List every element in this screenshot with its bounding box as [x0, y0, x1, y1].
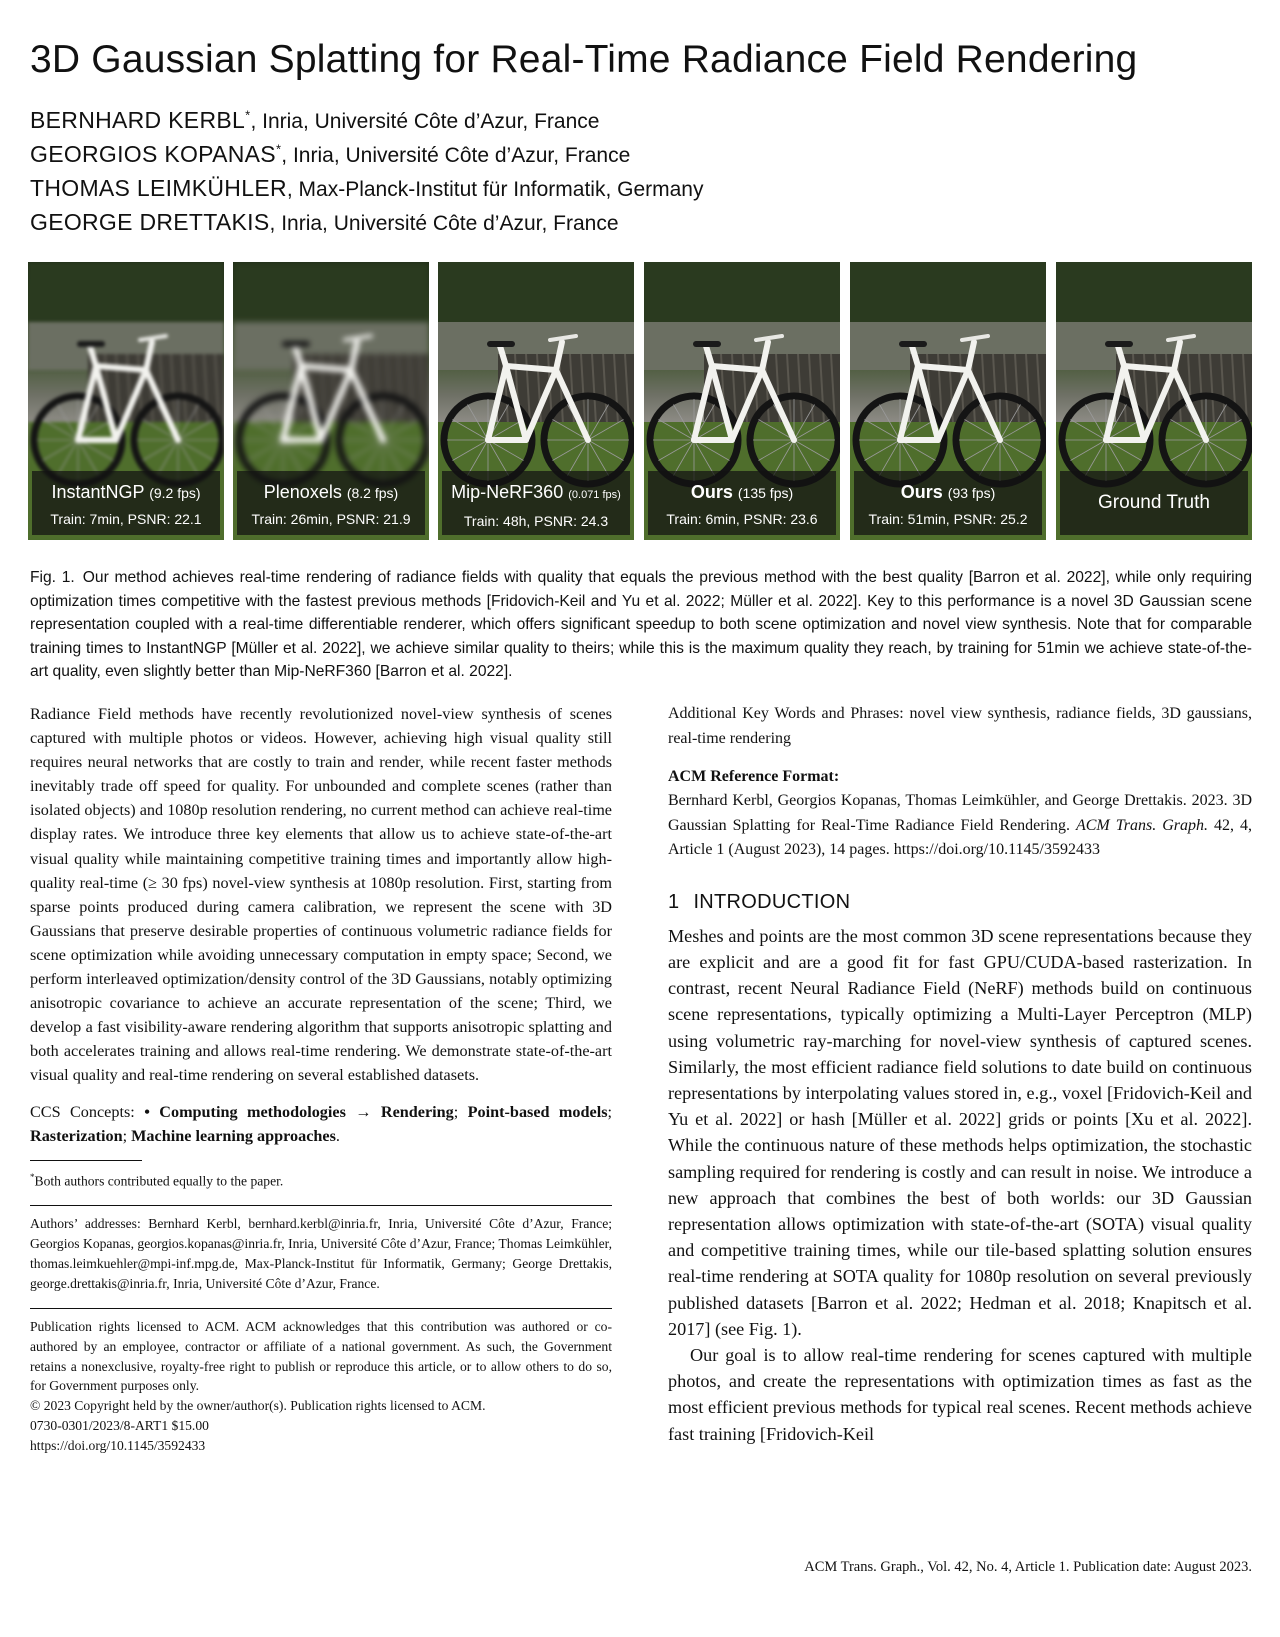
ccs-bullet: • [144, 1102, 160, 1121]
author-line [30, 172, 1230, 206]
ccs-separator: ; [122, 1126, 132, 1145]
panel-caption [32, 471, 220, 535]
doi-link[interactable]: https://doi.org/10.1145/3592433 [30, 1437, 206, 1453]
address-rule [30, 1205, 612, 1206]
left-column [30, 702, 612, 1456]
fps-value: (93 fps) [947, 485, 996, 501]
page-footer: ACM Trans. Graph., Vol. 42, No. 4, Article 1. Publication date: August 2023. [804, 1559, 1252, 1575]
right-column [668, 702, 1252, 1447]
reference-text: 42, 4, Article 1 (August 2023), 14 pages. https://doi.org/10.1145/3592433 [668, 816, 1252, 859]
author-line [30, 206, 1230, 240]
figure-label: Fig. 1. [30, 569, 75, 586]
trees-background [28, 262, 224, 322]
copyright-line: © 2023 Copyright held by the owner/author(s). Publication rights licensed to ACM. [30, 1398, 486, 1414]
footnote-text: Both authors contributed equally to the paper. [34, 1173, 284, 1189]
ccs-separator: ; [607, 1102, 612, 1121]
bicycle-frame [918, 366, 968, 370]
issn-line: 0730-0301/2023/8-ART1 $15.00 [30, 1418, 209, 1434]
figure-caption-text: Our method achieves real-time rendering of radiance fields with quality that equals the previous method with the best quality [Barron et al. 2022], while only requiring optimization times competitive with the fastest previous methods [Fridovich-Keil and Yu et al. 2022; Müller et al. 2022]. Key to this performance is a novel 3D Gaussian scene representation coupled with a real-time differentiable renderer, which offers significant speedup to both scene optimization and novel view synthesis. Note that for comparable training times to InstantNGP [Müller et al. 2022], we achieve similar quality to theirs; while this is the maximum quality they reach, by training for 51min we achieve state-of-the-art quality, even slightly better than Mip-NeRF360 [Barron et al. 2022]. [30, 569, 1252, 681]
ccs-concept: Machine learning approaches [131, 1126, 336, 1145]
author-affiliation: , Inria, Université Côte d’Azur, France [269, 212, 619, 235]
ccs-label: CCS Concepts: [30, 1102, 145, 1121]
trees-background [850, 262, 1046, 322]
section-title: INTRODUCTION [693, 890, 851, 913]
reference-format-heading: ACM Reference Format: [668, 768, 840, 785]
rights-text: Publication rights licensed to ACM. ACM acknowledges that this contribution was authored or co-authored by an employee, contractor or affiliate of a national government. As such, the Government retains a nonexclusive, royalty-free right to publish or reproduce this article, or to allow others to do so, for Government purposes only. [30, 1319, 612, 1394]
fps-value: (135 fps) [737, 485, 794, 501]
method-name: Plenoxels [263, 482, 342, 502]
author-affiliation: , Inria, Université Côte d’Azur, France [281, 144, 631, 167]
reference-format [668, 789, 1252, 863]
panel-caption [648, 471, 836, 535]
ccs-concept: Rasterization [30, 1126, 123, 1145]
fps-value: (8.2 fps) [346, 485, 399, 501]
rights-rule [30, 1308, 612, 1309]
panel-caption [442, 471, 630, 535]
publication-rights [30, 1317, 612, 1456]
author-affiliation: , Inria, Université Côte d’Azur, France [250, 110, 600, 133]
author-list [30, 104, 1230, 240]
equal-contribution-mark: * [245, 107, 251, 123]
ccs-separator: ; [453, 1102, 468, 1121]
author-line [30, 104, 1230, 138]
abstract: Radiance Field methods have recently revolutionized novel-view synthesis of scenes captured with multiple photos or videos. However, achieving high visual quality still requires neural networks that are costly to train and render, while recent faster methods inevitably trade off speed for quality. For unbounded and complete scenes (rather than isolated objects) and 1080p resolution rendering, no current method can achieve real-time display rates. We introduce three key elements that allow us to achieve state-of-the-art visual quality while maintaining competitive training times and importantly allow high-quality real-time (≥ 30 fps) novel-view synthesis at 1080p resolution. First, starting from sparse points produced during camera calibration, we represent the scene with 3D Gaussians that preserve desirable properties of continuous volumetric radiance fields for scene optimization while avoiding unnecessary computation in empty space; Second, we perform interleaved optimization/density control of the 3D Gaussians, notably optimizing anisotropic covariance to achieve an accurate representation of the scene; Third, we develop a fast visibility-aware rendering algorithm that supports anisotropic splatting and both accelerates training and allows real-time rendering. We demonstrate state-of-the-art visual quality and real-time rendering on several established datasets. [30, 705, 612, 1085]
keywords: Additional Key Words and Phrases: novel view synthesis, radiance fields, 3D gaussians, real-time rendering [668, 705, 1252, 747]
fps-value: (9.2 fps) [149, 485, 201, 501]
reference-journal: ACM Trans. Graph. [1075, 816, 1208, 834]
author-addresses: Authors’ addresses: Bernhard Kerbl, bernhard.kerbl@inria.fr, Inria, Université Côte d’Azur, France; Georgios Kopanas, georgios.kopanas@inria.fr, Inria, Université Côte d’Azur, France; Thomas Leimkühler, thomas.leimkuehler@mpi-inf.mpg.de, Max-Planck-Institut für Informatik, Germany; George Drettakis, george.drettakis@inria.fr, Inria, Université Côte d’Azur, France. [30, 1216, 612, 1292]
introduction-body [668, 923, 1252, 1447]
teaser-panel-plenoxels [233, 262, 429, 540]
trees-background [438, 262, 634, 322]
teaser-panel-ground-truth [1056, 262, 1252, 540]
method-name: Ours [690, 482, 733, 502]
bicycle-frame [712, 366, 762, 370]
author-name: GEORGIOS KOPANAS [30, 141, 276, 167]
teaser-panel-instantngp [28, 262, 224, 540]
fps-value: (0.071 fps) [568, 489, 621, 501]
panel-caption [237, 471, 425, 535]
equal-contribution-mark: * [275, 141, 282, 157]
trees-background [644, 262, 840, 322]
teaser-panel-ours-fast [644, 262, 840, 540]
author-name: THOMAS LEIMKÜHLER [30, 175, 287, 201]
paragraph: Our goal is to allow real-time rendering for scenes captured with multiple photos, and create the representations with optimization times as fast as the most efficient previous methods for typical real scenes. Recent methods achieve fast training [Fridovich-Keil [668, 1345, 1252, 1444]
train-psnr: Train: 48h, PSNR: 24.3 [463, 513, 609, 529]
ccs-concept: Computing methodologies → Rendering [159, 1102, 454, 1121]
method-name: Ground Truth [1098, 492, 1210, 513]
teaser-panel-ours-full [850, 262, 1046, 540]
panel-caption [1060, 471, 1248, 535]
trees-background [233, 262, 429, 322]
train-psnr: Train: 6min, PSNR: 23.6 [666, 511, 818, 527]
figure-caption [30, 566, 1252, 684]
author-affiliation: , Max-Planck-Institut für Informatik, Germany [286, 178, 704, 201]
bicycle-frame [1124, 366, 1174, 370]
author-name: GEORGE DRETTAKIS [30, 209, 270, 235]
footnote-rule [30, 1160, 142, 1161]
footnote [30, 1167, 612, 1192]
train-psnr: Train: 7min, PSNR: 22.1 [50, 511, 202, 527]
paper-title: 3D Gaussian Splatting for Real-Time Radiance Field Rendering [30, 38, 1138, 81]
bicycle-frame [301, 366, 351, 370]
teaser-panel-mipnerf360 [438, 262, 634, 540]
method-name: InstantNGP [51, 482, 145, 502]
ccs-end: . [335, 1126, 340, 1145]
ccs-concepts [30, 1100, 612, 1148]
method-name: Ours [900, 482, 943, 502]
trees-background [1056, 262, 1252, 322]
train-psnr: Train: 26min, PSNR: 21.9 [251, 511, 411, 527]
reference-text: Bernhard Kerbl, Georgios Kopanas, Thomas Leimkühler, and George Drettakis. 2023. 3D Gaussian Splatting for Real-Time Radiance Field Rendering. [668, 792, 1252, 834]
bicycle-frame [506, 366, 556, 370]
author-name: BERNHARD KERBL [30, 107, 246, 133]
teaser-figure [28, 262, 1252, 540]
method-name: Mip-NeRF360 [451, 482, 564, 502]
section-number: 1 [668, 890, 680, 913]
paragraph: Meshes and points are the most common 3D scene representations because they are explicit and are a good fit for fast GPU/CUDA-based rasterization. In contrast, recent Neural Radiance Field (NeRF) methods build on continuous scene representations, typically optimizing a Multi-Layer Perceptron (MLP) using volumetric ray-marching for novel-view synthesis of captured scenes. Similarly, the most efficient radiance field solutions to date build on continuous representations by interpolating values stored in, e.g., voxel [Fridovich-Keil and Yu et al. 2022] or hash [Müller et al. 2022] grids or points [Xu et al. 2022]. While the continuous nature of these methods helps optimization, the stochastic sampling required for rendering is costly and can result in noise. We introduce a new approach that combines the best of both worlds: our 3D Gaussian representation allows optimization with state-of-the-art (SOTA) visual quality and competitive training times, while our tile-based splatting solution ensures real-time rendering at SOTA quality for 1080p resolution on several previously published datasets [Barron et al. 2022; Hedman et al. 2018; Knapitsch et al. 2017] (see Fig. 1). [668, 925, 1252, 1339]
ccs-concept: Point-based models [467, 1102, 608, 1121]
footnote-mark: * [30, 1171, 35, 1182]
author-line [30, 138, 1230, 172]
train-psnr: Train: 51min, PSNR: 25.2 [868, 511, 1028, 527]
bicycle-frame [96, 366, 146, 370]
section-heading-introduction [668, 889, 1252, 915]
panel-caption [854, 471, 1042, 535]
